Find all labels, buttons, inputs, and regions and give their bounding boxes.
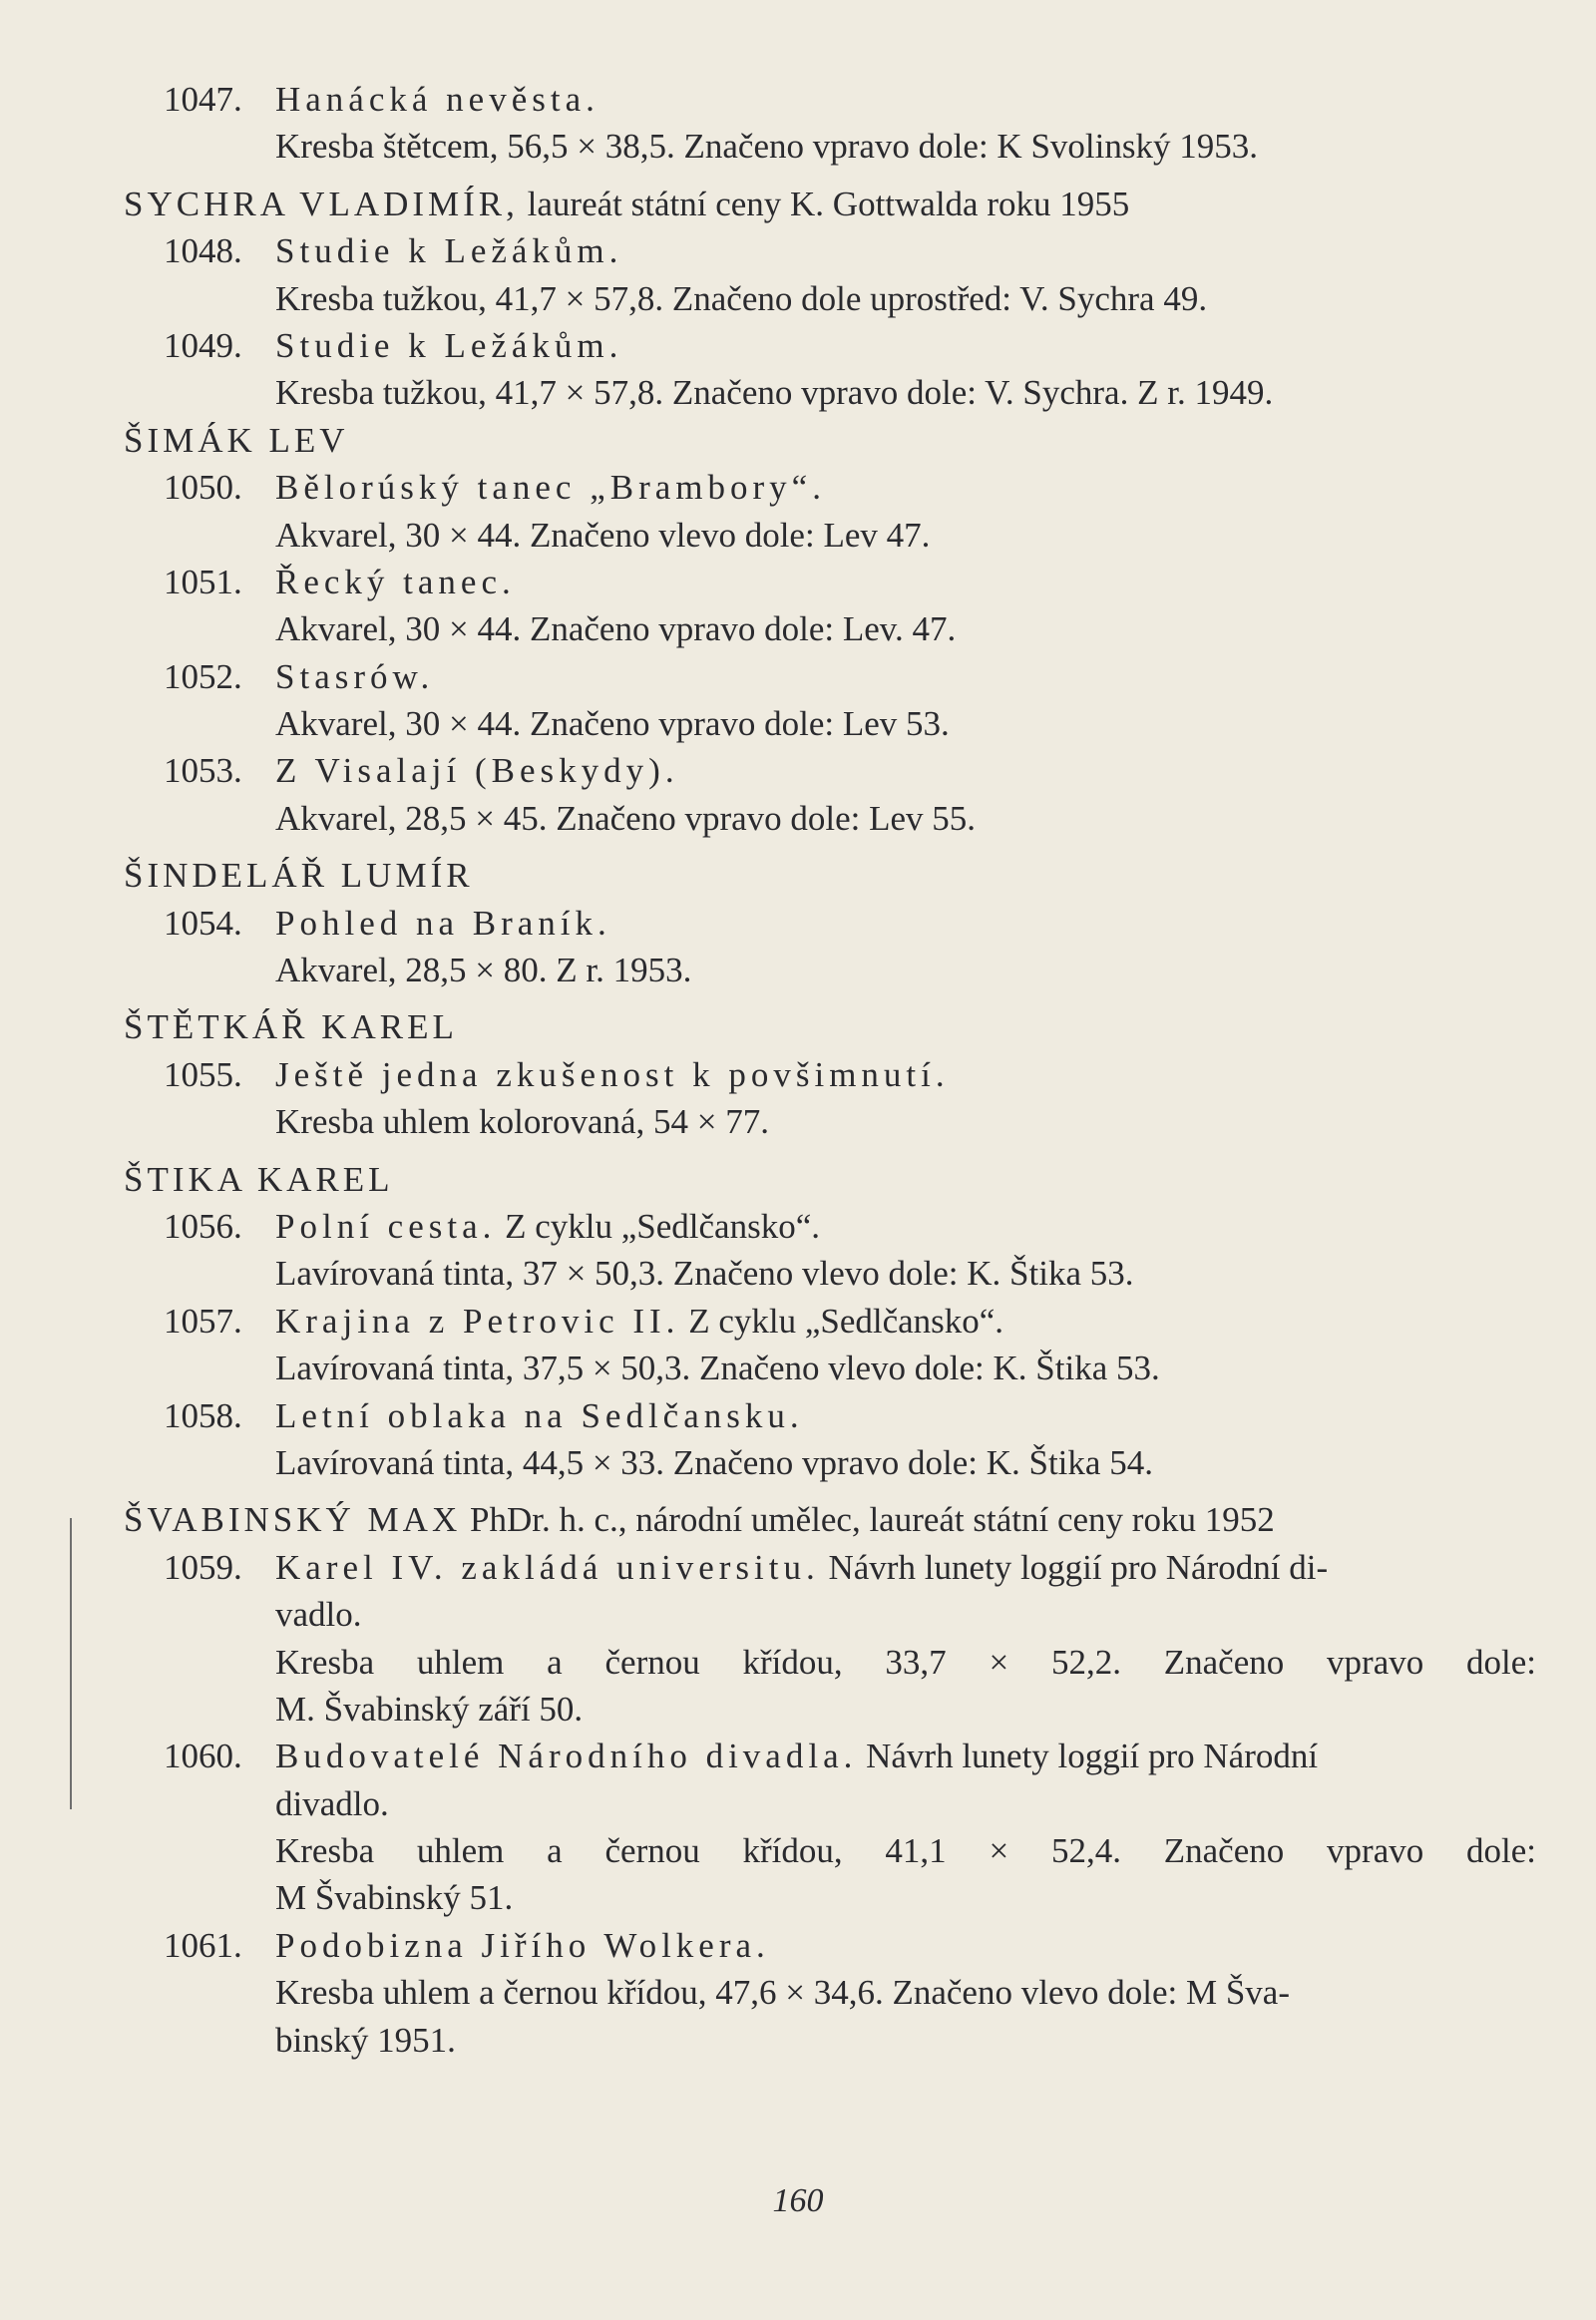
entry-description: Kresba tužkou, 41,7 × 57,8. Značeno vpravo dole: V. Sychra. Z r. 1949. xyxy=(275,373,1274,413)
entry-description-continuation: M Švabinský 51. xyxy=(275,1878,514,1918)
entry-title: Podobizna Jiřího Wolkera. xyxy=(275,1925,770,1965)
catalogue-entry xyxy=(124,76,1536,123)
entry-description: Akvarel, 30 × 44. Značeno vpravo dole: Lev. 47. xyxy=(275,609,957,649)
entry-title: Z Visalají (Beskydy). xyxy=(275,751,679,791)
entry-number: 1056. xyxy=(164,1206,242,1246)
entry-number: 1051. xyxy=(164,562,242,601)
entry-number: 1057. xyxy=(164,1301,242,1341)
entry-title: Letní oblaka na Sedlčansku. xyxy=(275,1395,804,1435)
catalogue-entry xyxy=(124,559,1536,605)
catalogue-entry xyxy=(124,1203,1536,1250)
entry-description: Lavírovaná tinta, 44,5 × 33. Značeno vpravo dole: K. Štika 54. xyxy=(275,1442,1153,1482)
entry-description: Akvarel, 28,5 × 80. Z r. 1953. xyxy=(275,951,692,990)
entry-cycle: Z cyklu „Sedlčansko“. xyxy=(679,1301,1004,1341)
artist-name: ŠTIKA KAREL xyxy=(124,1159,394,1199)
catalogue-entry xyxy=(124,464,1536,511)
entry-description: Akvarel, 28,5 × 45. Značeno vpravo dole: Lev 55. xyxy=(275,798,977,838)
catalogue-entry xyxy=(124,1922,1536,1969)
entry-number: 1049. xyxy=(164,325,242,365)
entry-description: Kresba uhlem a černou křídou, 47,6 × 34,6. Značeno vlevo dole: M Šva- xyxy=(275,1973,1290,2013)
entry-description: Kresba tužkou, 41,7 × 57,8. Značeno dole uprostřed: V. Sychra 49. xyxy=(275,278,1208,318)
catalogue-entry xyxy=(124,1051,1536,1098)
artist-heading xyxy=(124,1156,1536,1203)
artist-name: ŠINDELÁŘ LUMÍR xyxy=(124,856,474,896)
entry-title: Bělorúský tanec „Brambory“. xyxy=(275,468,826,508)
catalogue-entry xyxy=(124,1392,1536,1439)
catalogue-entry xyxy=(124,747,1536,794)
entry-title: Budovatelé Národního divadla. xyxy=(275,1737,858,1776)
entry-title: Hanácká nevěsta. xyxy=(275,80,599,119)
entry-title: Stasrów. xyxy=(275,656,435,696)
entry-number: 1060. xyxy=(164,1737,242,1776)
entry-description: Akvarel, 30 × 44. Značeno vlevo dole: Lev 47. xyxy=(275,515,931,555)
entry-number: 1047. xyxy=(164,80,242,119)
entry-title: Polní cesta. xyxy=(275,1206,497,1246)
entry-number: 1058. xyxy=(164,1395,242,1435)
entry-title: Pohled na Braník. xyxy=(275,903,611,943)
entry-description-continuation: binský 1951. xyxy=(275,2020,456,2060)
entry-title: Řecký tanec. xyxy=(275,562,516,601)
artist-heading xyxy=(124,1496,1536,1543)
catalogue-entry xyxy=(124,1298,1536,1345)
entry-number: 1048. xyxy=(164,231,242,271)
catalogue-entry xyxy=(124,900,1536,947)
entry-number: 1052. xyxy=(164,656,242,696)
page-number: 160 xyxy=(772,2182,824,2219)
artist-heading xyxy=(124,417,1536,464)
entry-description: Kresba uhlem kolorovaná, 54 × 77. xyxy=(275,1102,770,1142)
entry-number: 1061. xyxy=(164,1925,242,1965)
artist-name: ŠTĚTKÁŘ KAREL xyxy=(124,1007,458,1047)
entry-description: Kresba štětcem, 56,5 × 38,5. Značeno vpravo dole: K Svolinský 1953. xyxy=(275,127,1258,167)
entry-title: Studie k Ležákům. xyxy=(275,325,623,365)
artist-name: SYCHRA VLADIMÍR, xyxy=(124,184,519,223)
entry-cycle: Z cyklu „Sedlčansko“. xyxy=(496,1206,820,1246)
entry-number: 1059. xyxy=(164,1547,242,1587)
margin-mark xyxy=(70,1518,72,1809)
catalogue-page xyxy=(124,76,1536,2064)
artist-note: laureát státní ceny K. Gottwalda roku 1955 xyxy=(518,184,1130,223)
catalogue-entry xyxy=(124,322,1536,369)
artist-note: PhDr. h. c., národní umělec, laureát státní ceny roku 1952 xyxy=(461,1500,1275,1540)
entry-note: Návrh lunety loggií pro Národní di- xyxy=(819,1547,1329,1587)
entry-note: Návrh lunety loggií pro Národní xyxy=(857,1737,1319,1776)
entry-description: Kresba uhlem a černou křídou, 41,1 × 52,4. Značeno vpravo dole: xyxy=(275,1831,1536,1871)
entry-title: Karel IV. zakládá universitu. xyxy=(275,1547,820,1587)
entry-title: Studie k Ležákům. xyxy=(275,231,623,271)
catalogue-entry xyxy=(124,1733,1536,1779)
artist-name: ŠIMÁK LEV xyxy=(124,420,349,460)
entry-number: 1050. xyxy=(164,468,242,508)
catalogue-entry xyxy=(124,653,1536,700)
catalogue-entry xyxy=(124,227,1536,274)
artist-heading xyxy=(124,852,1536,899)
entry-description: Kresba uhlem a černou křídou, 33,7 × 52,2. Značeno vpravo dole: xyxy=(275,1642,1536,1682)
catalogue-entry xyxy=(124,1544,1536,1591)
entry-description: Lavírovaná tinta, 37 × 50,3. Značeno vlevo dole: K. Štika 53. xyxy=(275,1254,1134,1294)
entry-title-continuation: divadlo. xyxy=(275,1783,389,1823)
entry-description: Lavírovaná tinta, 37,5 × 50,3. Značeno vlevo dole: K. Štika 53. xyxy=(275,1349,1160,1388)
entry-title: Krajina z Petrovic II. xyxy=(275,1301,680,1341)
artist-heading xyxy=(124,181,1536,227)
entry-description-continuation: M. Švabinský září 50. xyxy=(275,1689,584,1729)
artist-heading xyxy=(124,1003,1536,1050)
artist-name: ŠVABINSKÝ MAX xyxy=(124,1500,462,1540)
entry-description: Akvarel, 30 × 44. Značeno vpravo dole: Lev 53. xyxy=(275,704,950,744)
entry-number: 1054. xyxy=(164,903,242,943)
entry-title: Ještě jedna zkušenost k povšimnutí. xyxy=(275,1054,950,1094)
entry-number: 1055. xyxy=(164,1054,242,1094)
entry-number: 1053. xyxy=(164,751,242,791)
entry-title-continuation: vadlo. xyxy=(275,1595,362,1635)
